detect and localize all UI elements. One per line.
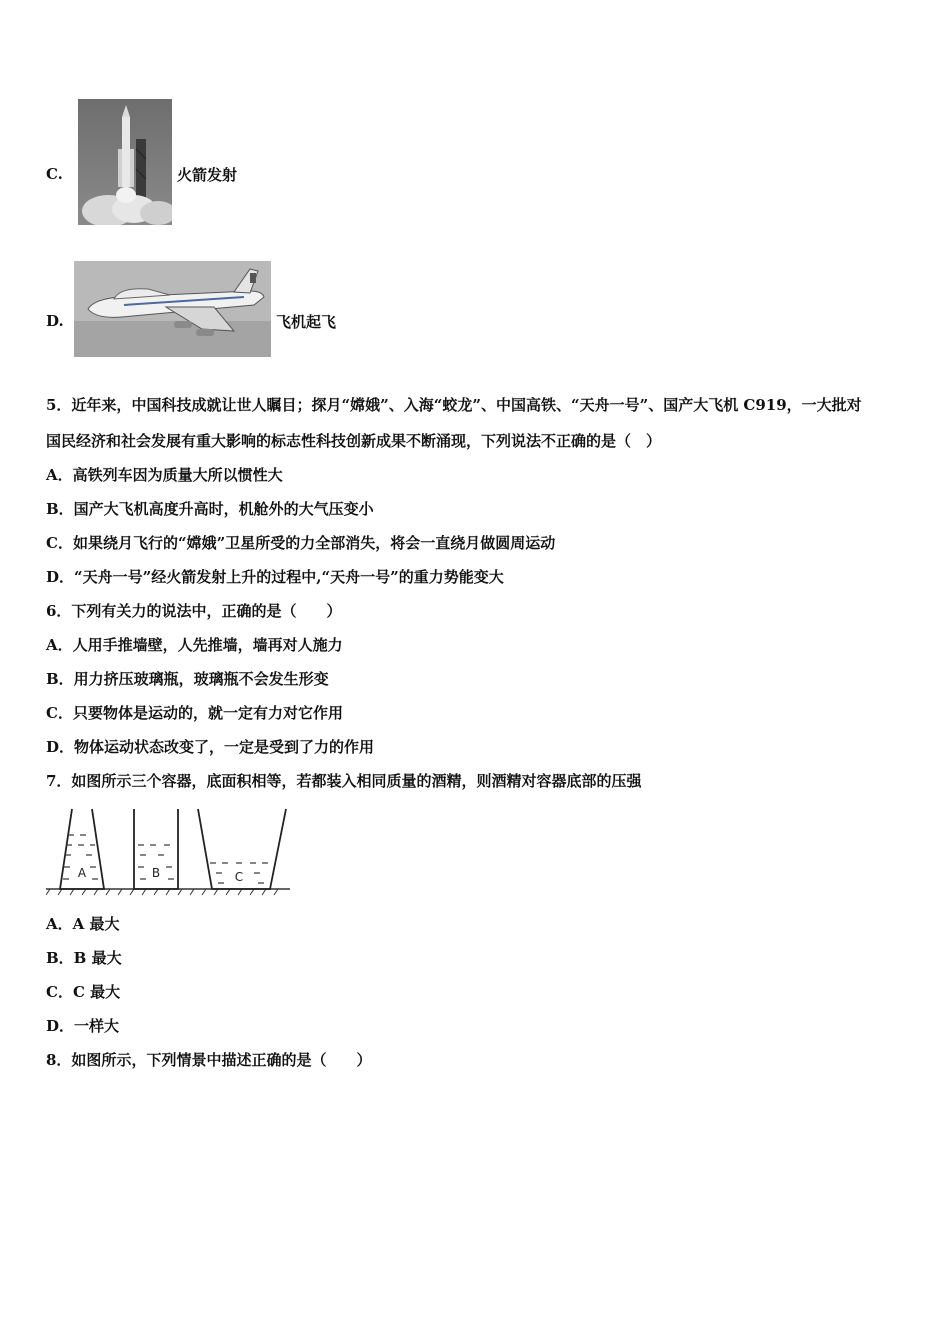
q6-option-a: A．人用手推墙壁，人先推墙，墙再对人施力: [46, 636, 343, 654]
q4-option-c-letter: C.: [46, 165, 63, 183]
q5-stem-line1: 5．近年来，中国科技成就让世人瞩目；探月“嫦娥”、入海“蛟龙”、中国高铁、“天舟一号”、国产大飞机 C919，一大批对: [46, 396, 862, 414]
container-c-label: C: [234, 870, 244, 884]
q6-stem: 6．下列有关力的说法中，正确的是（ ）: [46, 602, 342, 620]
q5-option-d: D．“天舟一号”经火箭发射上升的过程中,“天舟一号”的重力势能变大: [46, 568, 504, 586]
q5-stem-line2: 国民经济和社会发展有重大影响的标志性科技创新成果不断涌现，下列说法不正确的是（ ）: [46, 432, 662, 450]
q7-option-d: D．一样大: [46, 1017, 120, 1035]
rocket-launch-image: [78, 99, 172, 225]
airplane-takeoff-image: [74, 261, 271, 357]
q5-option-c: C．如果绕月飞行的“嫦娥”卫星所受的力全部消失，将会一直绕月做圆周运动: [46, 534, 556, 552]
q5-option-a: A．高铁列车因为质量大所以惯性大: [46, 466, 283, 484]
q4-option-d-caption: 飞机起飞: [276, 313, 337, 331]
q7-option-c: C．C 最大: [46, 983, 121, 1001]
container-a-label: A: [77, 866, 87, 880]
q6-option-c: C．只要物体是运动的，就一定有力对它作用: [46, 704, 343, 722]
q6-option-d: D．物体运动状态改变了，一定是受到了力的作用: [46, 738, 375, 756]
q4-option-c-caption: 火箭发射: [177, 166, 238, 184]
q7-option-a: A．A 最大: [46, 915, 120, 933]
three-containers-diagram: [46, 805, 290, 901]
q8-stem: 8．如图所示，下列情景中描述正确的是（ ）: [46, 1051, 372, 1069]
q6-option-b: B．用力挤压玻璃瓶，玻璃瓶不会发生形变: [46, 670, 329, 688]
q7-stem: 7．如图所示三个容器，底面积相等，若都装入相同质量的酒精，则酒精对容器底部的压强: [46, 772, 642, 790]
q5-option-b: B．国产大飞机高度升高时，机舱外的大气压变小: [46, 500, 374, 518]
q4-option-d-letter: D.: [46, 312, 64, 330]
container-b-label: B: [151, 866, 161, 880]
q7-option-b: B．B 最大: [46, 949, 122, 967]
